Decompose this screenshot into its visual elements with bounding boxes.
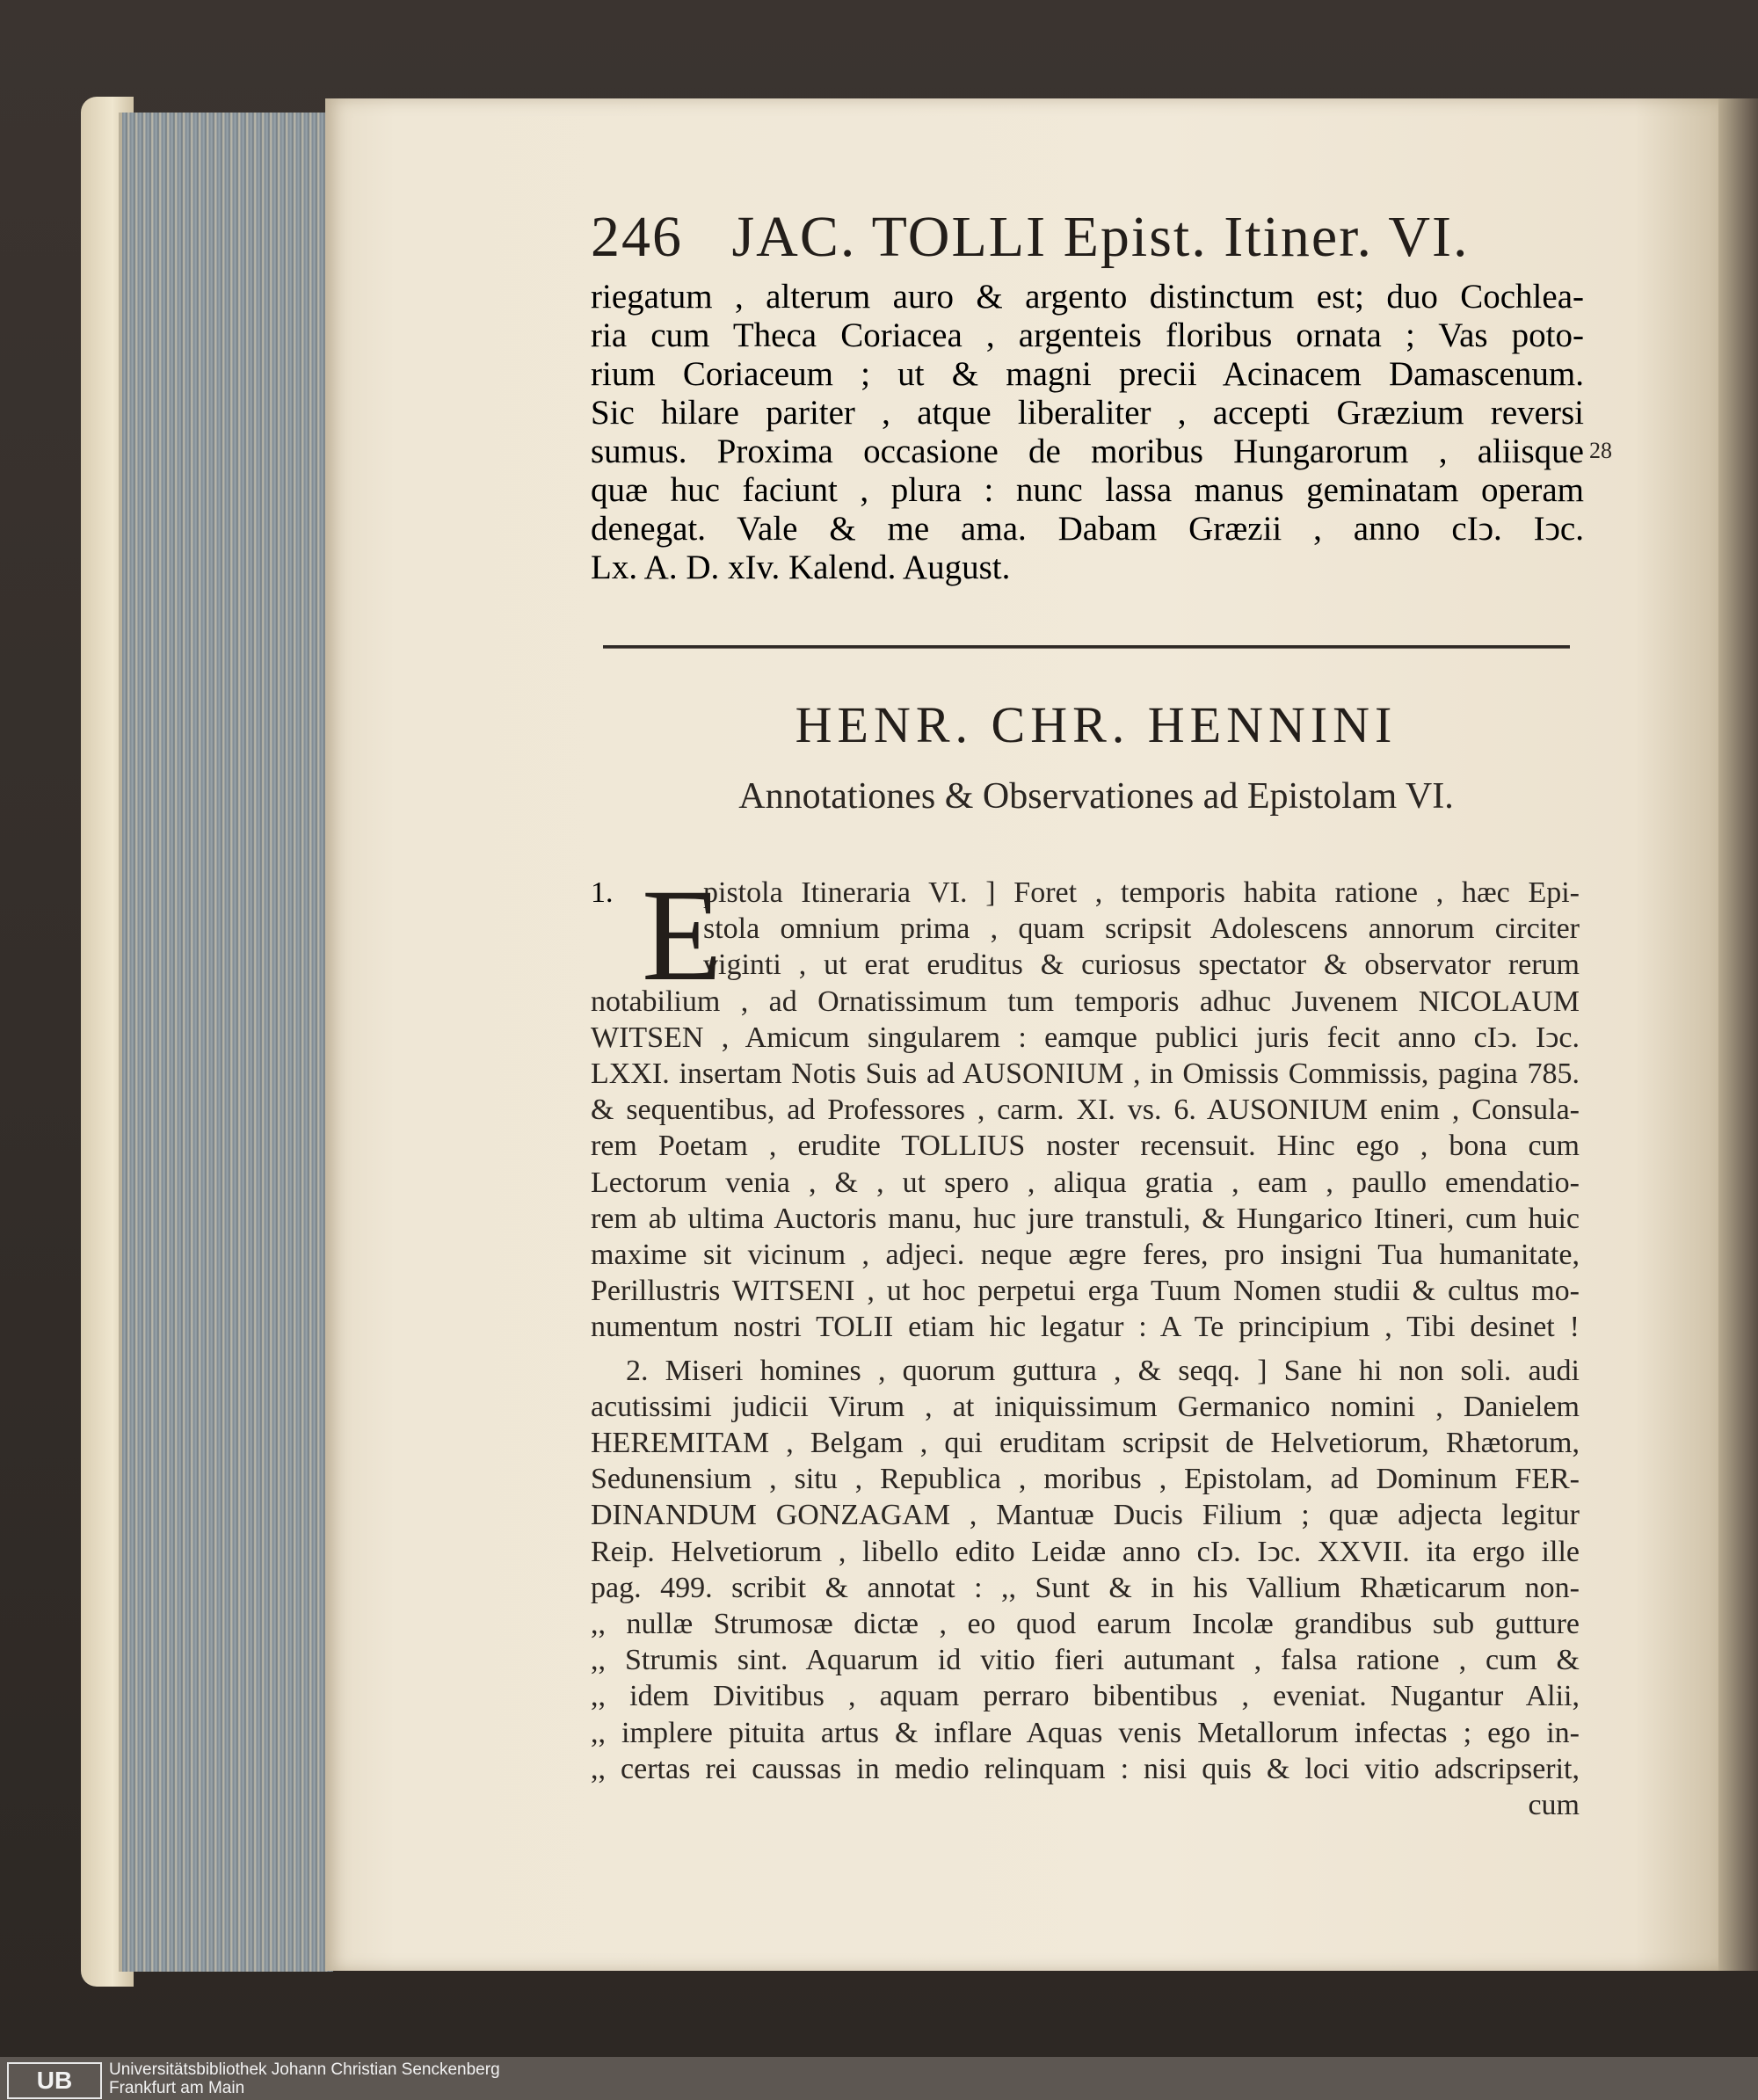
text-line: quæ huc faciunt , plura : nunc lassa manus geminatam operam <box>591 471 1584 509</box>
text-line: ,, implere pituita artus & inflare Aquas venis Metallorum infectas ; ego in- <box>591 1716 1580 1749</box>
text-line: acutissimi judicii Virum , at iniquissimum Germanico nomini , Danielem <box>591 1390 1580 1423</box>
running-head <box>591 204 1469 271</box>
text-line: Lx. A. D. xIv. Kalend. August. <box>591 549 1011 586</box>
library-logo[interactable]: UB <box>7 2062 102 2099</box>
text-line: pistola Itineraria VI. ] Foret , temporis habita ratione , hæc Epi- <box>703 876 1580 909</box>
page-edges <box>119 113 333 1972</box>
text-line: denegat. Vale & me ama. Dabam Græzii , anno cIↄ. Iↄc. <box>591 510 1584 548</box>
note-1 <box>591 862 1580 1346</box>
text-line: ,, nullæ Strumosæ dictæ , eo quod earum Incolæ grandibus sub gutture <box>591 1608 1580 1641</box>
section-title: HENR. CHR. HENNINI <box>795 696 1398 753</box>
text-line: rem ab ultima Auctoris manu, huc jure transtuli, & Hungarico Itineri, cum huic <box>591 1202 1580 1235</box>
text-line: ,, Strumis sint. Aquarum id vitio fieri autumant , falsa ratione , cum & <box>591 1644 1580 1677</box>
page-number: 246 <box>591 205 683 269</box>
text-line: numentum nostri TOLII etiam hic legatur : A Te principium , Tibi desinet ! <box>591 1311 1580 1344</box>
catchword: cum <box>1528 1789 1580 1822</box>
margin-number: 28 <box>1589 438 1612 463</box>
running-head-title: JAC. TOLLI Epist. Itiner. VI. <box>731 205 1470 269</box>
text-line: LXXI. insertam Notis Suis ad AUSONIUM , in Omissis Commissis, pagina 785. <box>591 1057 1580 1091</box>
text-line: HEREMITAM , Belgam , qui eruditam scripsit de Helvetiorum, Rhætorum, <box>591 1427 1580 1460</box>
text-line: sumus. Proxima occasione de moribus Hungarorum , aliisque <box>591 432 1584 470</box>
drop-cap: E <box>642 862 723 1008</box>
library-location: Frankfurt am Main <box>109 2079 245 2097</box>
library-footer <box>0 2057 1758 2100</box>
text-line: Sedunensium , situ , Republica , moribus , Epistolam, ad Dominum FER- <box>591 1463 1580 1496</box>
note-2 <box>591 1353 1580 1824</box>
section-subtitle: Annotationes & Observationes ad Epistolam VI. <box>738 776 1454 817</box>
text-line: & sequentibus, ad Professores , carm. XI. vs. 6. AUSONIUM enim , Consula- <box>591 1094 1580 1127</box>
note-number: 1. <box>591 876 614 909</box>
text-line: rium Coriaceum ; ut & magni precii Acinacem Damascenum. <box>591 355 1584 393</box>
text-line: Lectorum venia , & , ut spero , aliqua gratia , eam , paullo emendatio- <box>591 1166 1580 1199</box>
text-line: stola omnium prima , quam scripsit Adolescens annorum circiter <box>703 912 1580 946</box>
text-line: Perillustris WITSENI , ut hoc perpetui erga Tuum Nomen studii & cultus mo- <box>591 1275 1580 1308</box>
text-line: pag. 499. scribit & annotat : ,, Sunt & in his Vallium Rhæticarum non- <box>591 1571 1580 1604</box>
text-line: rem Poetam , erudite TOLLIUS noster recensuit. Hinc ego , bona cum <box>591 1130 1580 1163</box>
text-line: ,, idem Divitibus , aquam perraro bibentibus , eveniat. Nugantur Alii, <box>591 1680 1580 1713</box>
text-line: maxime sit vicinum , adjeci. neque ægre feres, pro insigni Tua humanitate, <box>591 1239 1580 1272</box>
text-line: 2. Miseri homines , quorum guttura , & seqq. ] Sane hi non soli. audi <box>626 1354 1580 1387</box>
text-line: ria cum Theca Coriacea , argenteis floribus ornata ; Vas poto- <box>591 316 1584 354</box>
text-line: riegatum , alterum auro & argento distinctum est; duo Cochlea- <box>591 278 1584 316</box>
text-line: ,, certas rei caussas in medio relinquam : nisi quis & loci vitio adscripserit, <box>591 1752 1580 1785</box>
text-line: DINANDUM GONZAGAM , Mantuæ Ducis Filium ; quæ adjecta legitur <box>591 1499 1580 1532</box>
text-line: Sic hilare pariter , atque liberaliter , accepti Græzium reversi <box>591 394 1584 432</box>
library-name: Universitätsbibliothek Johann Christian Senckenberg <box>109 2060 500 2079</box>
text-line: notabilium , ad Ornatissimum tum temporis adhuc Juvenem NICOLAUM <box>591 985 1580 1018</box>
letter-closing-text <box>591 278 1584 587</box>
book-gutter <box>1718 98 1758 1971</box>
annotations-body <box>591 862 1580 1823</box>
horizontal-rule <box>603 645 1570 649</box>
text-line: WITSEN , Amicum singularem : eamque publici juris fecit anno cIↄ. Iↄc. <box>591 1021 1580 1054</box>
text-line: Reip. Helvetiorum , libello edito Leidæ anno cIↄ. Iↄc. XXVII. ita ergo ille <box>591 1535 1580 1568</box>
text-line: viginti , ut erat eruditus & curiosus spectator & observator rerum <box>703 948 1580 982</box>
